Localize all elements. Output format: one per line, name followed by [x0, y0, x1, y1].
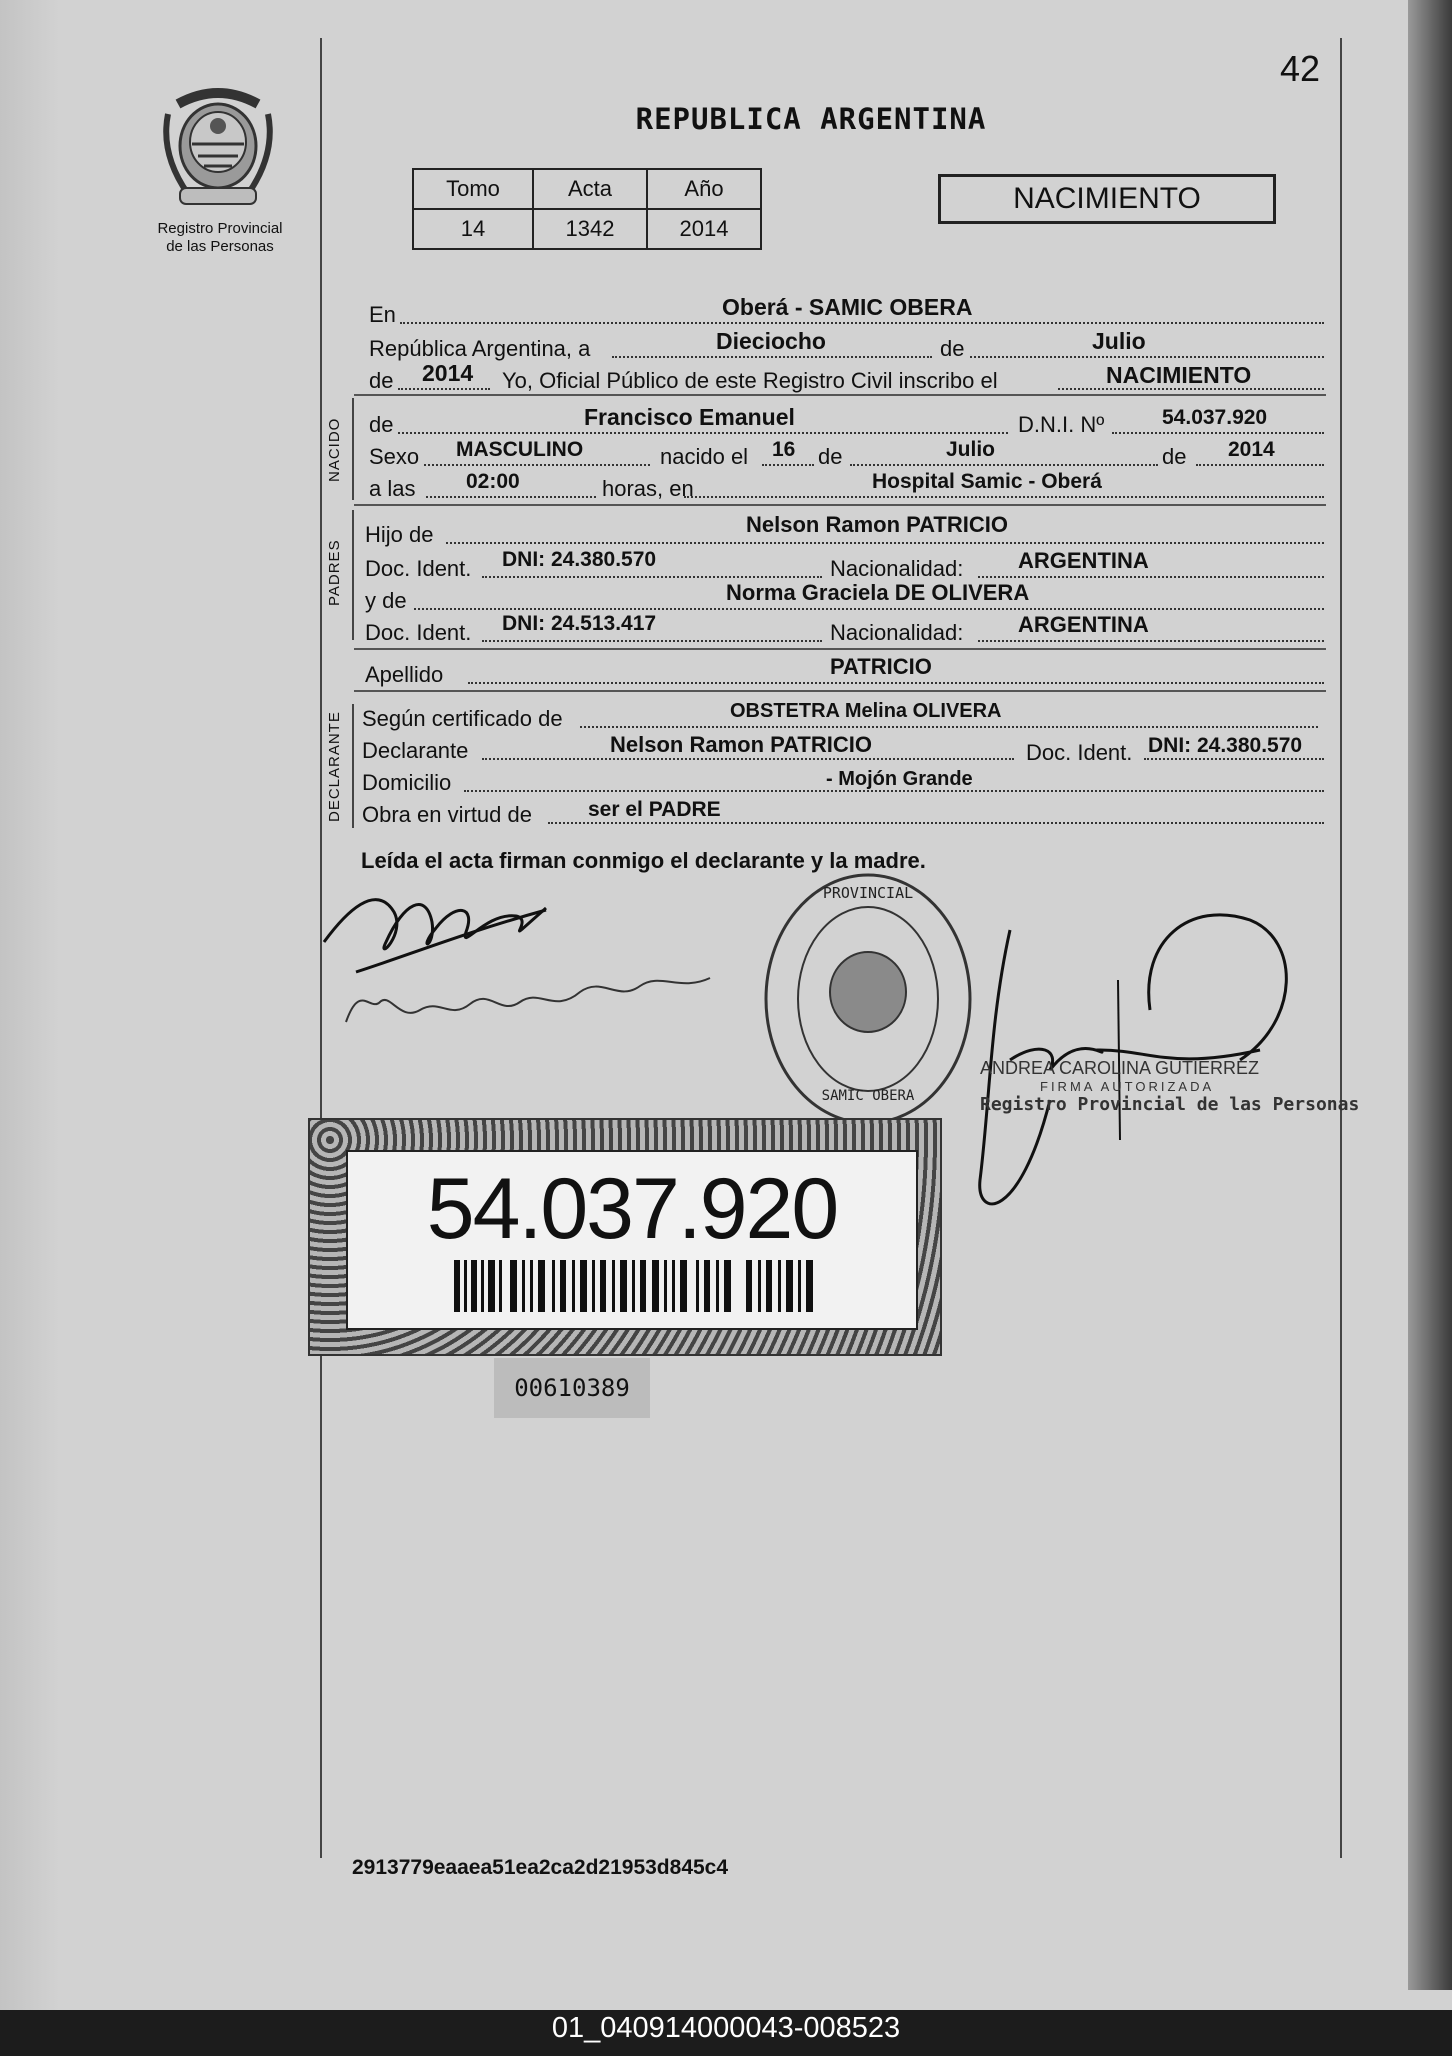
svg-text:PROVINCIAL: PROVINCIAL — [822, 884, 914, 902]
cert-value: OBSTETRA Melina OLIVERA — [730, 700, 1002, 722]
dotted-line — [446, 542, 1324, 544]
col-tomo-header: Tomo — [413, 169, 533, 209]
dotted-line — [414, 608, 1324, 610]
child-name-value: Francisco Emanuel — [584, 404, 795, 430]
father-nat-label: Nacionalidad: — [830, 556, 964, 581]
svg-text:SAMIC OBERA: SAMIC OBERA — [821, 1088, 915, 1104]
dni-sticker-number: 54.037.920 — [426, 1161, 838, 1257]
footer-file-id: 01_040914000043-008523 — [551, 2012, 901, 2044]
day-value: Dieciocho — [716, 328, 826, 354]
dotted-line — [424, 464, 650, 466]
dotted-line — [482, 758, 1014, 760]
official-office: Registro Provincial de las Personas — [980, 1094, 1360, 1115]
republica-label: República Argentina, a — [369, 336, 591, 361]
dni-sticker — [308, 1118, 942, 1356]
cert-label: Según certificado de — [362, 706, 563, 731]
dotted-line — [400, 322, 1324, 324]
declarante-label: Declarante — [362, 738, 469, 763]
oficial-label: Yo, Oficial Público de este Registro Civil inscribo el — [502, 368, 998, 393]
registry-stamp — [762, 868, 974, 1130]
col-ano-header: Año — [647, 169, 761, 209]
dotted-line — [468, 682, 1324, 684]
section-divider — [354, 690, 1326, 692]
father-doc-value: DNI: 24.380.570 — [502, 548, 657, 571]
dotted-line — [482, 640, 822, 642]
dotted-line — [548, 822, 1324, 824]
dotted-line — [850, 464, 1158, 466]
birth-time-value: 02:00 — [466, 470, 520, 493]
section-bracket — [352, 398, 354, 500]
official-role: FIRMA AUTORIZADA — [1040, 1079, 1215, 1094]
mother-doc-value: DNI: 24.513.417 — [502, 612, 657, 635]
acta-value: 1342 — [533, 209, 647, 249]
dotted-line — [398, 388, 490, 390]
de-label: de — [940, 336, 965, 361]
apellido-value: PATRICIO — [830, 654, 932, 679]
dni-barcode — [454, 1260, 816, 1312]
en-value: Oberá - SAMIC OBERA — [722, 294, 973, 320]
inscribo-value: NACIMIENTO — [1106, 362, 1252, 388]
horas-label: horas, en — [602, 476, 694, 501]
section-bracket — [352, 704, 354, 828]
father-doc-label: Doc. Ident. — [365, 556, 472, 581]
section-divider — [354, 648, 1326, 650]
alas-label: a las — [369, 476, 416, 501]
birth-day-value: 16 — [772, 438, 796, 461]
official-block — [980, 1058, 1359, 1115]
dotted-line — [398, 432, 1008, 434]
dotted-line — [978, 576, 1324, 578]
page-edge-shadow — [1408, 0, 1452, 1990]
dotted-line — [970, 356, 1324, 358]
dotted-line — [1196, 464, 1324, 466]
section-divider — [354, 504, 1326, 506]
sexo-value: MASCULINO — [456, 438, 584, 461]
mother-signature — [340, 962, 720, 1042]
registry-table — [412, 168, 762, 250]
tomo-value: 14 — [413, 209, 533, 249]
dotted-line — [482, 576, 822, 578]
dotted-line — [1112, 432, 1324, 434]
closing-statement: Leída el acta firman conmigo el declarante y la madre. — [361, 848, 926, 873]
declarante-section-label: DECLARANTE — [326, 711, 343, 822]
registry-header-row — [413, 169, 761, 209]
mother-nat-value: ARGENTINA — [1018, 612, 1149, 637]
right-margin-line — [1340, 38, 1342, 1858]
dotted-line — [612, 356, 932, 358]
y-de-label: y de — [365, 588, 407, 613]
birth-year-value: 2014 — [1228, 438, 1275, 461]
act-type-box: NACIMIENTO — [938, 174, 1276, 224]
month-value: Julio — [1092, 328, 1146, 354]
dni-sticker-inner — [346, 1150, 918, 1330]
domicilio-value: - Mojón Grande — [826, 768, 973, 790]
mother-name-value: Norma Graciela DE OLIVERA — [726, 580, 1030, 605]
document-hash: 2913779eaaea51ea2ca2d21953d845c4 — [352, 1856, 729, 1879]
declarante-value: Nelson Ramon PATRICIO — [610, 732, 872, 757]
mother-nat-label: Nacionalidad: — [830, 620, 964, 645]
dotted-line — [580, 726, 1318, 728]
crest-caption-line1: Registro Provincial — [157, 220, 283, 237]
birth-month-value: Julio — [946, 438, 996, 461]
crest-caption — [120, 220, 320, 256]
section-divider — [354, 394, 1326, 396]
dotted-line — [426, 496, 596, 498]
mother-doc-label: Doc. Ident. — [365, 620, 472, 645]
obra-label: Obra en virtud de — [362, 802, 532, 827]
serial-number: 00610389 — [494, 1358, 650, 1418]
de-label-3: de — [1162, 444, 1187, 469]
dni-label: D.N.I. Nº — [1018, 412, 1105, 437]
crest-caption-line2: de las Personas — [166, 238, 274, 255]
birth-place-value: Hospital Samic - Oberá — [872, 470, 1102, 493]
declarante-doc-label: Doc. Ident. — [1026, 740, 1133, 765]
hijo-de-label: Hijo de — [365, 522, 434, 547]
sexo-label: Sexo — [369, 444, 420, 469]
nacido-el-label: nacido el — [660, 444, 749, 469]
col-acta-header: Acta — [533, 169, 647, 209]
obra-value: ser el PADRE — [588, 798, 721, 821]
dotted-line — [1144, 758, 1324, 760]
child-dni-value: 54.037.920 — [1162, 406, 1268, 429]
apellido-label: Apellido — [365, 662, 444, 687]
father-name-value: Nelson Ramon PATRICIO — [746, 512, 1008, 537]
official-name: ANDREA CAROLINA GUTIERREZ — [980, 1058, 1260, 1078]
ano-value: 2014 — [647, 209, 761, 249]
padres-section-label: PADRES — [326, 539, 343, 606]
de-label-2: de — [818, 444, 843, 469]
domicilio-label: Domicilio — [362, 770, 452, 795]
declarante-doc-value: DNI: 24.380.570 — [1148, 734, 1303, 757]
nacido-section-label: NACIDO — [326, 417, 343, 482]
father-nat-value: ARGENTINA — [1018, 548, 1149, 573]
page-number: 42 — [1280, 48, 1321, 89]
section-bracket — [352, 510, 354, 640]
dotted-line — [762, 464, 814, 466]
en-label: En — [369, 302, 396, 327]
dotted-line — [978, 640, 1324, 642]
document-title: REPUBLICA ARGENTINA — [635, 102, 987, 136]
registry-value-row — [413, 209, 761, 249]
nacido-de-label: de — [369, 412, 394, 437]
de2-label: de — [369, 368, 394, 393]
dotted-line — [684, 496, 1324, 498]
year-value: 2014 — [422, 360, 474, 386]
